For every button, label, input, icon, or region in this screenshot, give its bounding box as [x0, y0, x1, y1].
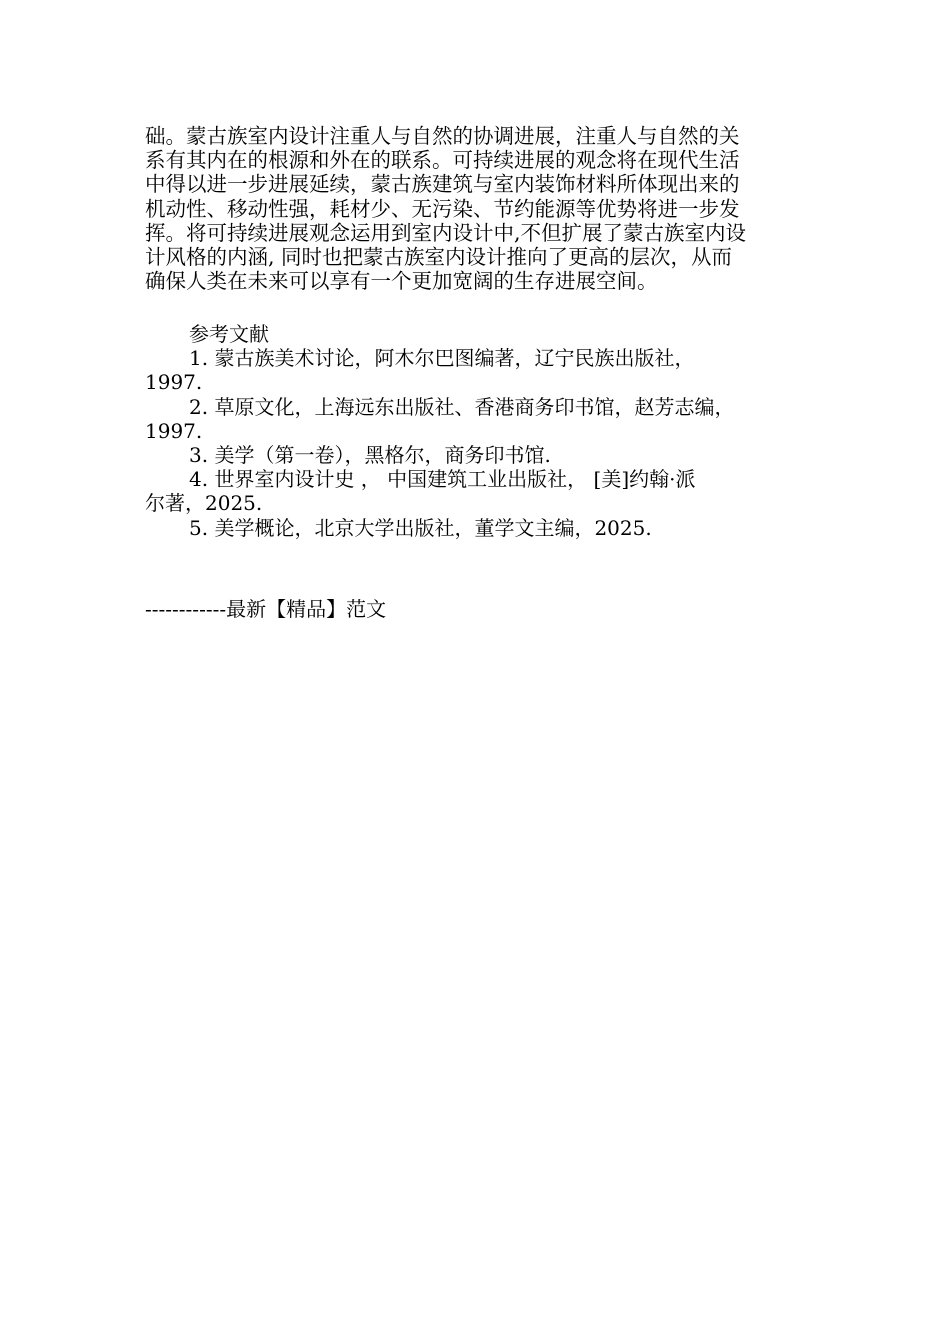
body-line: 系有其内在的根源和外在的联系。可持续进展的观念将在现代生活 [145, 148, 740, 173]
body-line: 础。蒙古族室内设计注重人与自然的协调进展，注重人与自然的关 [145, 124, 740, 148]
reference-item-1: 1. 蒙古族美术讨论，阿木尔巴图编著，辽宁民族出版社， [189, 346, 695, 371]
reference-item-4-continued: 尔著，2025. [145, 491, 263, 516]
reference-item-2-continued: 1997. [145, 418, 203, 443]
footer-note: ------------最新【精品】范文 [145, 597, 387, 621]
body-line: 中得以进一步进展延续，蒙古族建筑与室内装饰材料所体现出来的 [145, 172, 740, 197]
reference-item-3: 3. 美学（第一卷），黑格尔，商务印书馆. [189, 442, 551, 467]
body-line: 挥。将可持续进展观念运用到室内设计中,不但扩展了蒙古族室内设 [145, 220, 747, 245]
body-line: 计风格的内涵, 同时也把蒙古族室内设计推向了更高的层次，从而 [145, 244, 733, 269]
reference-item-1-continued: 1997. [145, 370, 203, 395]
references-heading: 参考文献 [189, 322, 269, 346]
reference-item-4: 4. 世界室内设计史 ， 中国建筑工业出版社， [美]约翰·派 [189, 467, 696, 492]
body-line: 确保人类在未来可以享有一个更加宽阔的生存进展空间。 [145, 269, 658, 294]
reference-item-5: 5. 美学概论，北京大学出版社，董学文主编，2025. [189, 515, 652, 540]
reference-item-2: 2. 草原文化，上海远东出版社、香港商务印书馆，赵芳志编， [189, 394, 735, 419]
references-section [145, 322, 815, 540]
body-paragraph [145, 124, 815, 293]
body-line: 机动性、移动性强，耗材少、无污染、节约能源等优势将进一步发 [145, 196, 740, 221]
